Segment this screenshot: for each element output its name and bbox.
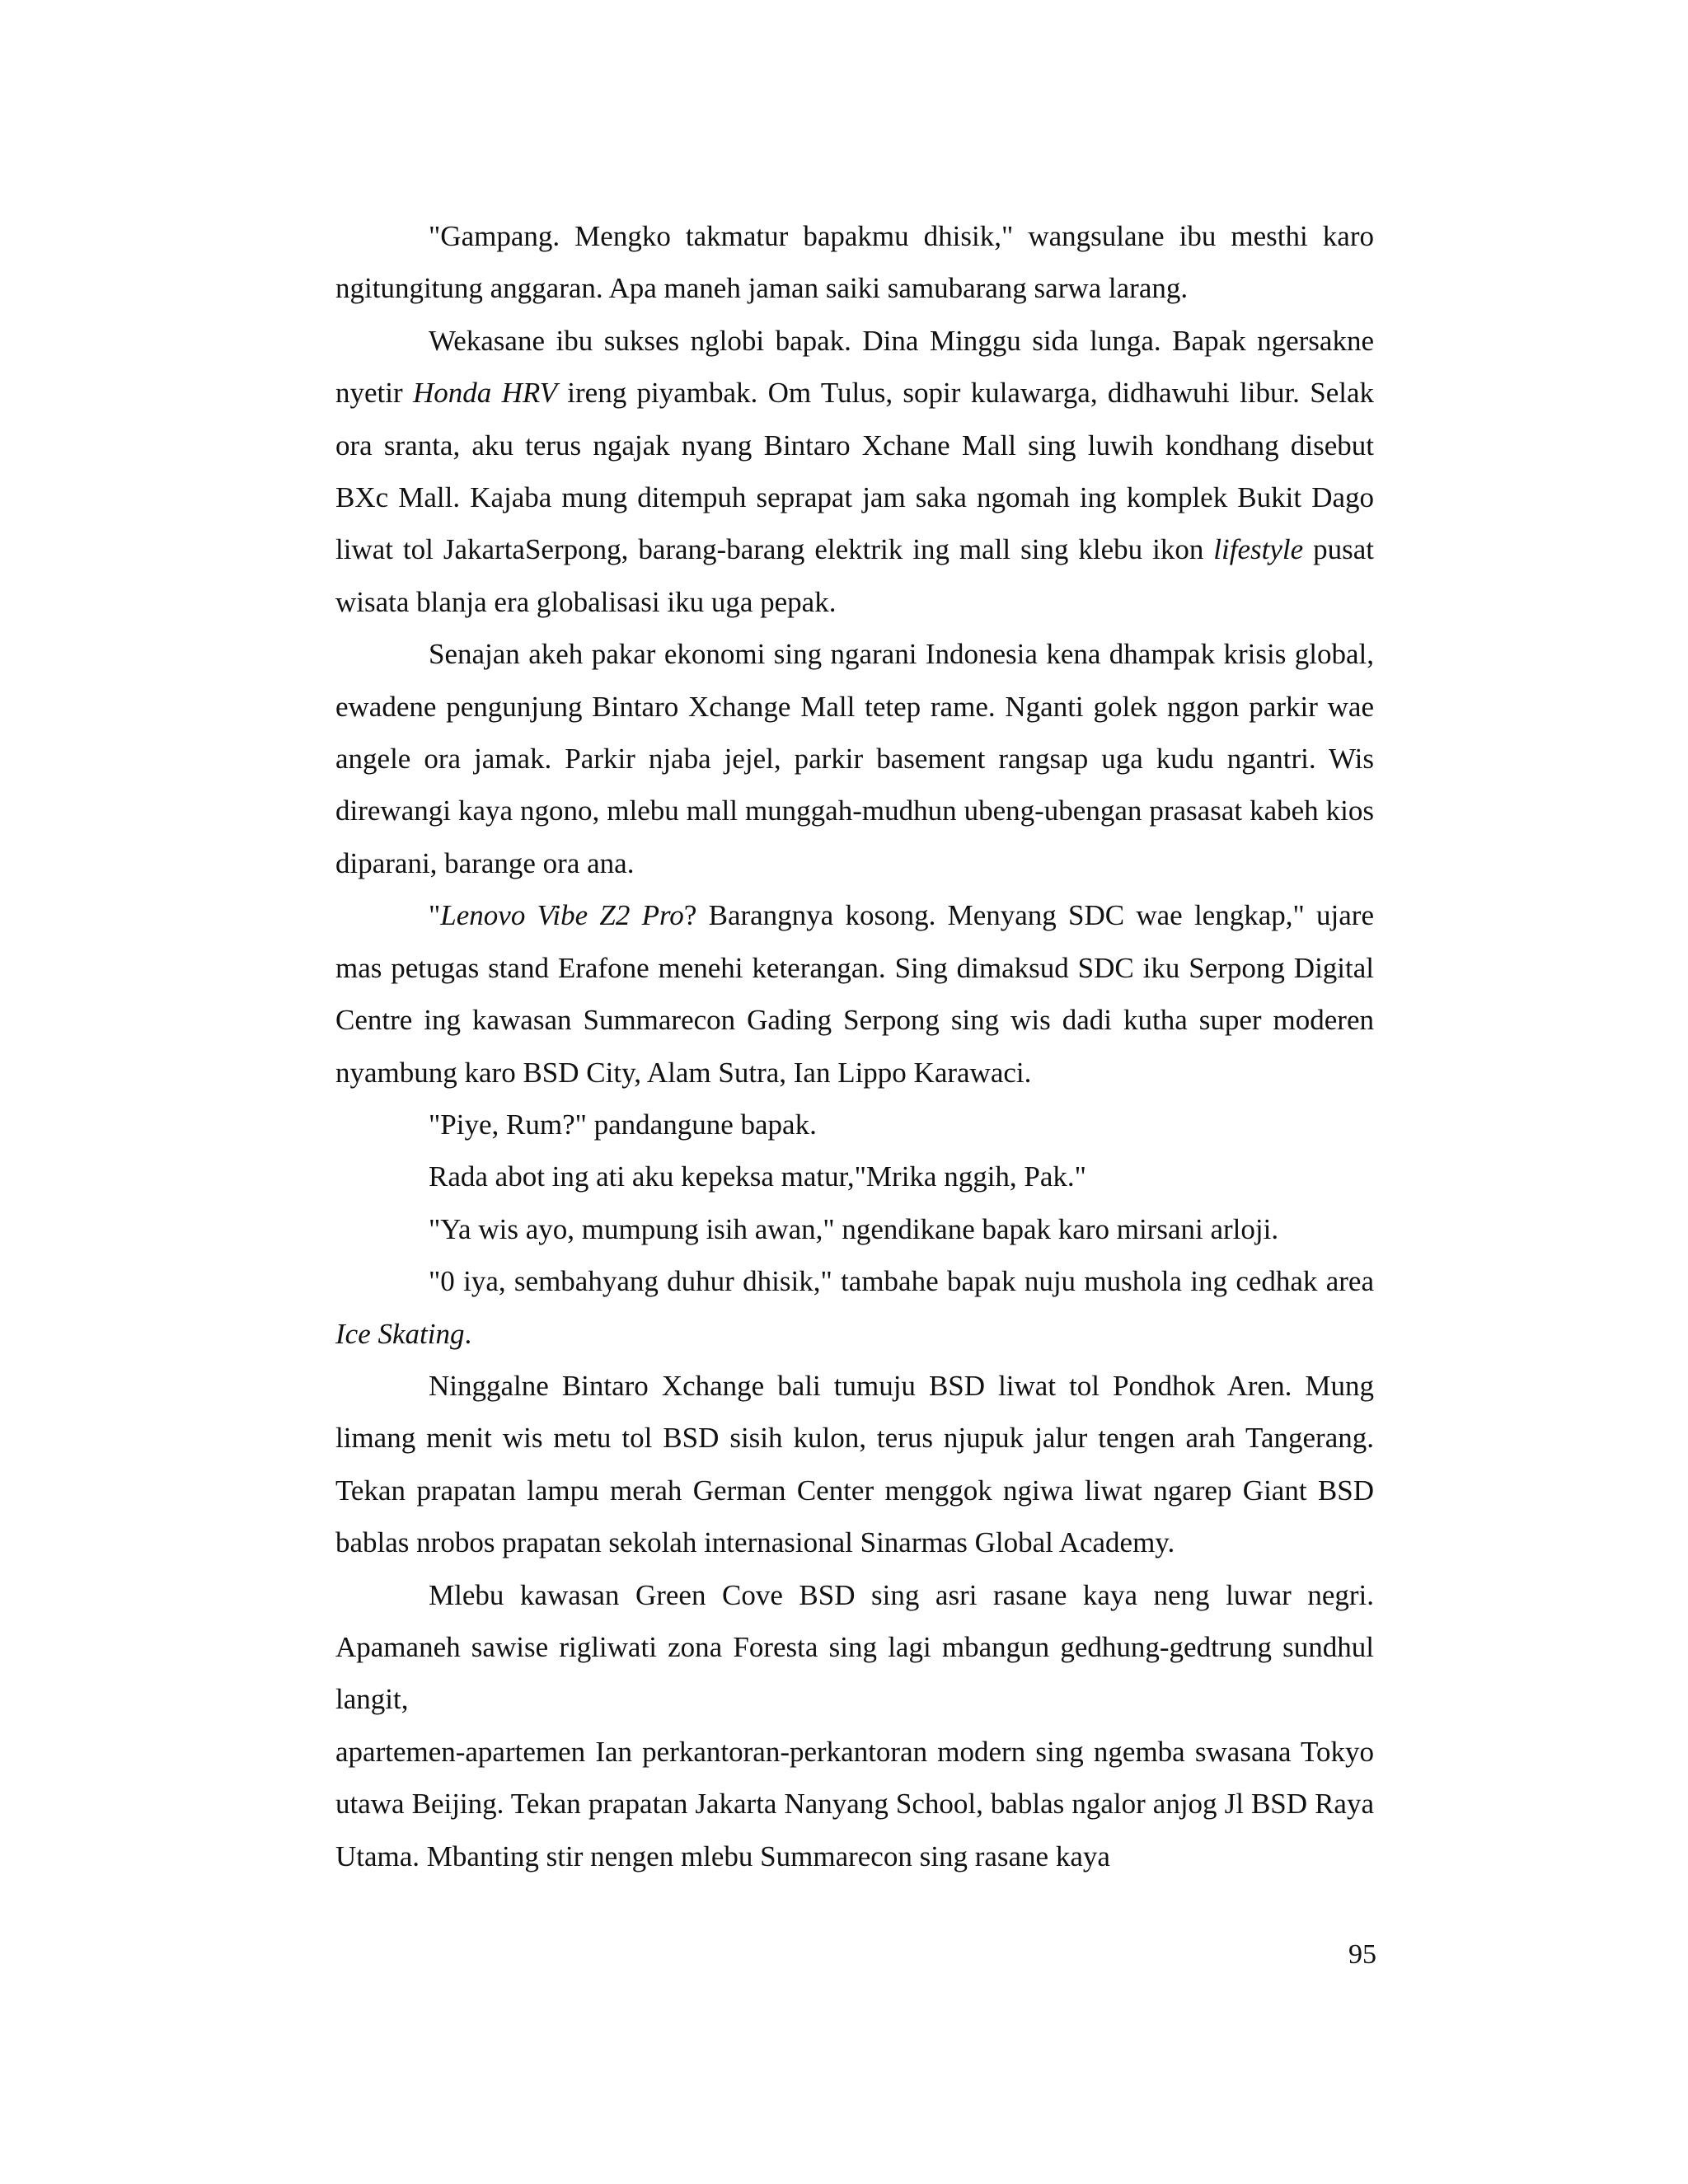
paragraph-9: Ninggalne Bintaro Xchange bali tumuju BSD liwat tol Pondhok Aren. Mung limang menit wis metu tol BSD sisih kulon, terus njupuk jalur tengen arah Tangerang. Tekan prapatan lampu merah German Center menggok ngiwa liwat ngarep Giant BSD bablas nrobos prapatan sekolah internasional Sinarmas Global Academy. bbox=[335, 1369, 1374, 1559]
paragraph-10: Mlebu kawasan Green Cove BSD sing asri rasane kaya neng luwar negri. Apamaneh sawise rigliwati zona Foresta sing lagi mbangun gedhung-gedtrung sundhul langit, bbox=[335, 1578, 1374, 1716]
paragraph-2: Wekasane ibu sukses nglobi bapak. Dina Minggu sida lunga. Bapak ngersakne nyetir Honda HRV ireng piyambak. Om Tulus, sopir kulawarga, didhawuhi libur. Selak ora sranta, aku terus ngajak nyang Bintaro Xchane Mall sing luwih kondhang disebut BXc Mall. Kajaba mung ditempuh seprapat jam saka ngomah ing komplek Bukit Dago liwat tol JakartaSerpong, barang-barang elektrik ing mall sing klebu ikon lifestyle pusat wisata blanja era globalisasi iku uga pepak. bbox=[335, 324, 1374, 618]
italic-honda-hrv: Honda HRV bbox=[412, 377, 557, 410]
body-text bbox=[335, 210, 1374, 1882]
paragraph-1: "Gampang. Mengko takmatur bapakmu dhisik," wangsulane ibu mesthi karo ngitungitung anggaran. Apa maneh jaman saiki samubarang sarwa larang. bbox=[335, 220, 1374, 305]
italic-lenovo: Lenovo Vibe Z2 Pro bbox=[440, 899, 684, 932]
paragraph-11: apartemen-apartemen Ian perkantoran-perkantoran modern sing ngemba swasana Tokyo utawa Beijing. Tekan prapatan Jakarta Nanyang School, bablas ngalor anjog Jl BSD Raya Utama. Mbanting stir nengen mlebu Summarecon sing rasane kaya bbox=[335, 1735, 1374, 1872]
paragraph-5: "Piye, Rum?" pandangune bapak. bbox=[429, 1108, 817, 1141]
paragraph-4: "Lenovo Vibe Z2 Pro? Barangnya kosong. Menyang SDC wae lengkap," ujare mas petugas stand Erafone menehi keterangan. Sing dimaksud SDC iku Serpong Digital Centre ing kawasan Summarecon Gading Serpong sing wis dadi kutha super moderen nyambung karo BSD City, Alam Sutra, Ian Lippo Karawaci. bbox=[335, 899, 1374, 1089]
paragraph-8: "0 iya, sembahyang duhur dhisik," tambahe bapak nuju mushola ing cedhak area Ice Skating. bbox=[335, 1265, 1374, 1350]
paragraph-6: Rada abot ing ati aku kepeksa matur,"Mrika nggih, Pak." bbox=[429, 1160, 1086, 1193]
italic-lifestyle: lifestyle bbox=[1213, 533, 1304, 566]
paragraph-7: "Ya wis ayo, mumpung isih awan," ngendikane bapak karo mirsani arloji. bbox=[429, 1212, 1279, 1245]
page-number: 95 bbox=[1348, 1939, 1376, 1970]
paragraph-3: Senajan akeh pakar ekonomi sing ngarani Indonesia kena dhampak krisis global, ewadene pengunjung Bintaro Xchange Mall tetep rame. Nganti golek nggon parkir wae angele ora jamak. Parkir njaba jejel, parkir basement rangsap uga kudu ngantri. Wis direwangi kaya ngono, mlebu mall munggah-mudhun ubeng-ubengan prasasat kabeh kios diparani, barange ora ana. bbox=[335, 638, 1374, 879]
italic-ice-skating: Ice Skating bbox=[335, 1317, 465, 1350]
